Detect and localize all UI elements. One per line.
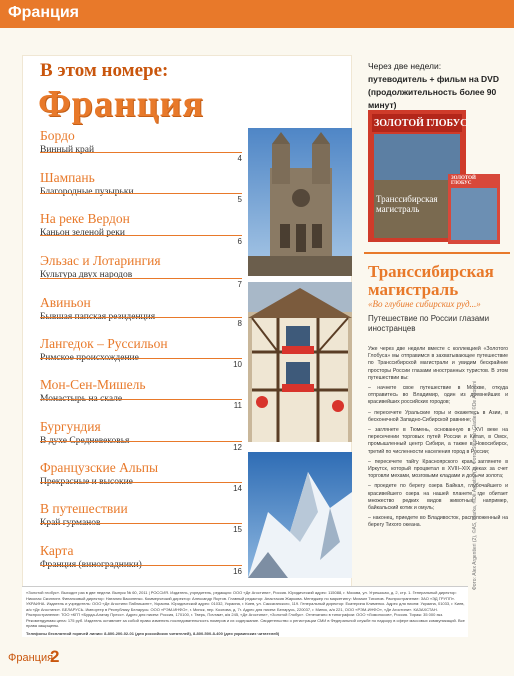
toc-item[interactable] bbox=[40, 419, 242, 452]
toc-divider bbox=[40, 523, 242, 524]
issue-title: Франция bbox=[38, 83, 205, 125]
dvd-promo-line1: Через две недели: bbox=[368, 61, 442, 71]
article-paragraph: Уже через две недели вместе с коллекцией «Золотого Глобуса» мы отправимся в захватывающее путешествие по Транссибирской магистрали и увидим бескрайние просторы России глазами иностранных туристов. В этом путешествии вы: bbox=[368, 346, 508, 381]
toc-item-subtitle: Бывшая папская резиденция bbox=[40, 312, 156, 322]
article-quote: «Во глубине сибирских руд...» bbox=[368, 299, 481, 309]
toc-item-title: Эльзас и Лотарингия bbox=[40, 253, 161, 268]
toc-item-subtitle: Римское происхождение bbox=[40, 353, 139, 363]
toc-item[interactable] bbox=[40, 170, 242, 204]
alsace-house-photo bbox=[248, 282, 352, 442]
toc-item[interactable] bbox=[40, 377, 242, 410]
article-body bbox=[368, 346, 508, 533]
toc-item[interactable] bbox=[40, 295, 242, 328]
toc-item[interactable] bbox=[40, 543, 242, 576]
section-divider bbox=[364, 252, 510, 254]
toc-page-number: 12 bbox=[233, 443, 242, 452]
imprint-paragraph: «Золотой глобус». Выходит раз в две недели. Выпуск № 60, 2011 | РОССИЯ. Издатель, учредитель, редакция: ООО «Де Агостини», Россия. Юридический адрес: 115088, г. Москва, ул. Угрешская, д. 2, стр. 1. Генеральный директор: Николас Скиллинг. Финансовый директор: Наталия Василенко. Коммерческий директор: Александр Якутов. Главный редактор: Анастасия Жаркова. Менеджер по маркетингу: Михаил Тихонов. Распространение: ЗАО «ЭД ГРУПП». УКРАИНА. Издатель и учредитель: ООО «Де Агостини Паблишинг», Украина. Юридический адрес: 01032, Украина, г. Киев, ул. Саксаганского, 119. Генеральный директор: Екатерина Клименко. Адрес для писем: Украина, 01033, г. Киев, а/я «Де Агостини». БЕЛАРУСЬ. Импортер в Республику Беларусь: ООО «РЭМ-ИНФО», г. Минск, пер. Козлова, д. 7г. Адрес для писем: Беларусь, 220037, г. Минск, а/я 221, ООО «РЭМ-ИНФО», «Де Агостини». КАЗАХСТАН. Распространение: ТОО «КГП «Бурда-Алатау Пресс». Адрес для писем: Россия, 170100, г. Тверь, Почтамт, а/я 245, «Де Агостини», «Золотой Глобус». Отпечатано в типографии: ООО «Ломоносов», Россия. Тираж: 35 000 экз. Рекомендуемая цена: 175 руб. Издатель оставляет за собой право изменять последовательность номеров и их содержание. Свидетельство о регистрации СМИ в Федеральной службе по надзору в сфере массовых коммуникаций. Все права защищены. bbox=[26, 590, 465, 628]
toc-item-title: В путешествии bbox=[40, 501, 128, 516]
toc-item-subtitle: Каньон зеленой реки bbox=[40, 228, 125, 238]
section-title: Франция bbox=[8, 4, 79, 21]
toc-page-number: 6 bbox=[237, 237, 242, 246]
toc-divider bbox=[40, 358, 242, 359]
toc-item-title: Бургундия bbox=[40, 419, 101, 434]
toc-divider bbox=[40, 441, 242, 442]
toc-item-title: На реке Вердон bbox=[40, 211, 130, 226]
toc-item-subtitle: Прекрасные и высокие bbox=[40, 477, 133, 487]
toc-divider bbox=[40, 317, 242, 318]
dvd-magazine-image bbox=[368, 110, 500, 246]
dvd-promo-text bbox=[368, 60, 506, 112]
article-paragraph: – пересечете Уральские горы и окажетесь в Азии, в бесконечной Западно-Сибирской равнине; bbox=[368, 409, 508, 423]
toc-divider bbox=[40, 399, 242, 400]
toc-divider bbox=[40, 278, 242, 279]
toc-item-subtitle: Благородные пузырьки bbox=[40, 187, 134, 197]
magazine-cover-title: Транссибирская магистраль bbox=[376, 194, 438, 214]
dvd-logo: ЗОЛОТОЙ ГЛОБУС bbox=[451, 176, 476, 186]
toc-item[interactable] bbox=[40, 253, 242, 289]
article-paragraph: – проедете по берегу озера Байкал, глубочайшего и красивейшего озера на нашей планете, где обитает множество редких видов животных, например, байкальский котик и омуль; bbox=[368, 483, 508, 512]
toc-page-number: 14 bbox=[233, 484, 242, 493]
cathedral-photo bbox=[248, 128, 352, 276]
article-lead: Путешествие по России глазами иностранцев bbox=[368, 314, 490, 333]
toc-page-number: 5 bbox=[237, 195, 242, 204]
toc-page-number: 10 bbox=[233, 360, 242, 369]
toc-item-title: Мон-Сен-Мишель bbox=[40, 377, 146, 392]
toc-page-number: 15 bbox=[233, 525, 242, 534]
toc-item-title: Лангедок – Руссильон bbox=[40, 336, 168, 351]
toc-item-subtitle: Культура двух народов bbox=[40, 270, 133, 280]
toc-item[interactable] bbox=[40, 336, 242, 369]
toc-item[interactable] bbox=[40, 501, 242, 534]
toc-item-title: Авиньон bbox=[40, 295, 91, 310]
toc-item-subtitle: Монастырь на скале bbox=[40, 394, 123, 404]
toc-item-subtitle: Франция (виноградники) bbox=[40, 560, 142, 570]
article-paragraph: – заглянете в Тюмень, основанную в XVI веке на пересечении торговых путей России и Китая, в Омск, промышленный центр Сибири, а также в Новосибирск, третий по численности населения город в России; bbox=[368, 427, 508, 455]
imprint-text bbox=[26, 590, 466, 636]
toc-page-number: 4 bbox=[237, 154, 242, 163]
toc-item-subtitle: Винный край bbox=[40, 145, 95, 155]
toc-item-title: Бордо bbox=[40, 128, 75, 143]
toc-page-number: 7 bbox=[237, 280, 242, 289]
toc-item-subtitle: В духе Средневековья bbox=[40, 436, 130, 446]
toc-item[interactable] bbox=[40, 211, 242, 246]
magazine-logo: ЗОЛОТОЙ ГЛОБУС bbox=[374, 118, 468, 129]
footer-section-label: Франция bbox=[8, 652, 54, 664]
hotline-text: Телефоны бесплатной горячей линии: 8-800-200-02-01 (для российских читателей), 8-800-500-8-400 (для украинских читателей) bbox=[26, 630, 280, 636]
top-bar bbox=[0, 0, 514, 28]
toc-divider bbox=[40, 565, 242, 566]
toc-item-title: Шампань bbox=[40, 170, 95, 185]
contents-intro: В этом номере: bbox=[40, 60, 169, 81]
alps-photo bbox=[248, 452, 352, 578]
toc-divider bbox=[40, 193, 242, 194]
dvd-promo-line3: (продолжительность более 90 минут) bbox=[368, 87, 497, 110]
article-title: Транссибирская магистраль bbox=[368, 262, 494, 299]
toc-divider bbox=[40, 235, 242, 236]
toc-page-number: 11 bbox=[233, 401, 242, 410]
toc-item-title: Карта bbox=[40, 543, 74, 558]
dvd-promo-line2: путеводитель + фильм на DVD bbox=[368, 74, 499, 84]
toc-page-number: 8 bbox=[237, 319, 242, 328]
article-paragraph: – наконец, приедете во Владивосток, расположенный на берегу Тихого океана. bbox=[368, 515, 508, 529]
photo-credit: Фото: Alex Argentieri (2), ©AS, Marka, ©De Agostini (2), Фото: Stephan Gladieu, ©De Agostini bbox=[472, 380, 478, 590]
toc-divider bbox=[40, 482, 242, 483]
article-paragraph: – пересечете тайгу Красноярского края, заглянете в Иркутск, который процветал в XVIII–XIX веках за счет торговли мехами, мозговыми кладами и добычи золота; bbox=[368, 458, 508, 480]
toc-item[interactable] bbox=[40, 460, 242, 493]
toc-item-subtitle: Край гурманов bbox=[40, 518, 101, 528]
toc-item[interactable] bbox=[40, 128, 242, 163]
page-number: 2 bbox=[50, 647, 60, 666]
toc-page-number: 16 bbox=[233, 567, 242, 576]
article-paragraph: – начнете свое путешествие в Москве, откуда отправитесь во Владимир, один из древнейших и красивейших российских городов; bbox=[368, 385, 508, 406]
toc-item-title: Французские Альпы bbox=[40, 460, 159, 475]
toc-divider bbox=[40, 152, 242, 153]
